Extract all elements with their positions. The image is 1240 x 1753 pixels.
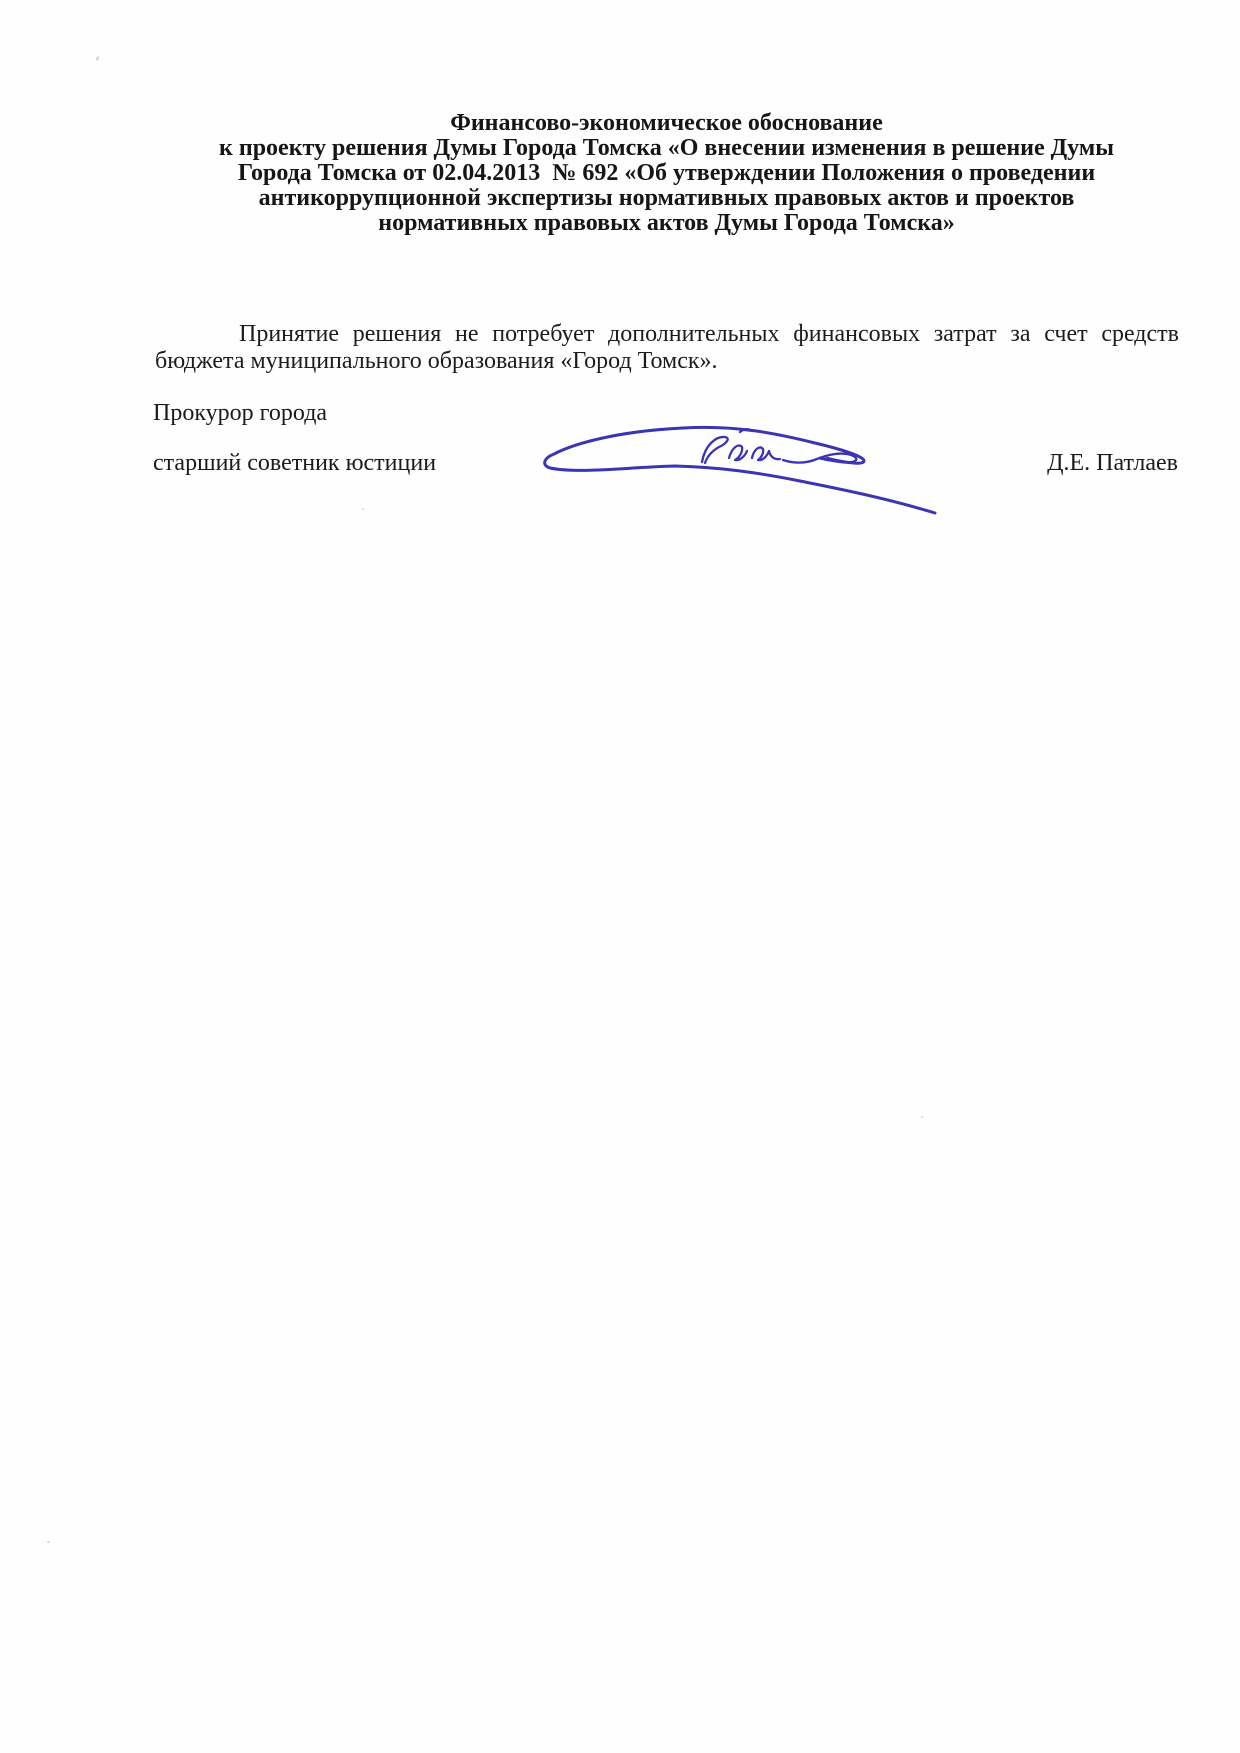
signatory-name: Д.Е. Патлаев: [1047, 450, 1178, 476]
title-line-1: Финансово-экономическое обоснование: [450, 110, 883, 136]
signatory-position-line-2: старший советник юстиции: [153, 450, 437, 476]
signatory-position-line-1: Прокурор города: [153, 400, 328, 426]
handwritten-signature-icon: [470, 375, 960, 535]
scan-speck: [921, 1116, 923, 1118]
title-line-5: нормативных правовых актов Думы Города Томска»: [378, 210, 955, 236]
title-line-3: Города Томска от 02.04.2013 № 692 «Об утверждении Положения о проведении: [237, 160, 1096, 186]
body-paragraph: Принятие решения не потребует дополнительных финансовых затрат за счет средств бюджета муниципального образования «Город Томск».: [155, 321, 1179, 374]
scan-speck: [95, 56, 100, 62]
scan-speck: [47, 1541, 50, 1543]
title-line-2: к проекту решения Думы Города Томска «О внесении изменения в решение Думы: [219, 135, 1114, 161]
title-line-4: антикоррупционной экспертизы нормативных правовых актов и проектов: [258, 185, 1075, 211]
document-title: [155, 111, 1178, 236]
scan-speck: [362, 508, 364, 510]
